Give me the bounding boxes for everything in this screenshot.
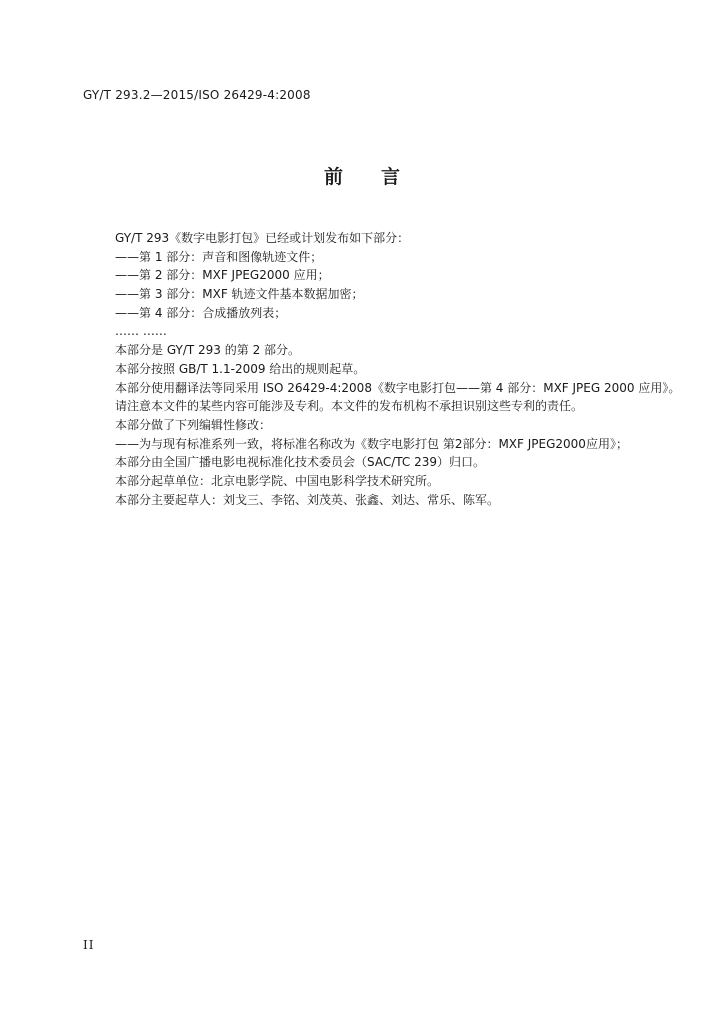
foreword-line: 本部分起草单位：北京电影学院、中国电影科学技术研究所。 <box>115 473 440 488</box>
foreword-line: ——第 2 部分：MXF JPEG2000 应用； <box>115 268 330 283</box>
foreword-line: 本部分使用翻译法等同采用 ISO 26429-4:2008《数字电影打包——第 4 部分：MXF JPEG 2000 应用》。 <box>115 380 681 395</box>
foreword-line: 本部分由全国广播电影电视标准化技术委员会（SAC/TC 239）归口。 <box>115 455 485 470</box>
foreword-line: 本部分按照 GB/T 1.1-2009 给出的规则起草。 <box>115 361 366 376</box>
foreword-line: …… …… <box>115 324 167 339</box>
foreword-line: ——第 4 部分：合成播放列表； <box>115 305 287 320</box>
foreword-line: 本部分是 GY/T 293 的第 2 部分。 <box>115 343 301 358</box>
foreword-line: 本部分做了下列编辑性修改： <box>115 417 272 432</box>
page-number: II <box>83 938 95 952</box>
standard-number-header: GY/T 293.2—2015/ISO 26429-4:2008 <box>83 88 311 102</box>
foreword-line: 请注意本文件的某些内容可能涉及专利。本文件的发布机构不承担识别这些专利的责任。 <box>115 399 584 414</box>
foreword-line: GY/T 293《数字电影打包》已经或计划发布如下部分： <box>115 231 410 245</box>
foreword-line: 本部分主要起草人：刘戈三、李铭、刘茂英、张鑫、刘达、常乐、陈军。 <box>115 492 500 507</box>
page-title: 前 言 <box>323 166 400 188</box>
foreword-line: ——为与现有标准系列一致，将标准名称改为《数字电影打包 第2部分：MXF JPEG2000应用》； <box>115 436 628 451</box>
foreword-line: ——第 1 部分：声音和图像轨迹文件； <box>115 249 323 264</box>
foreword-body <box>115 229 695 509</box>
foreword-line: ——第 3 部分：MXF 轨迹文件基本数据加密； <box>115 287 364 302</box>
